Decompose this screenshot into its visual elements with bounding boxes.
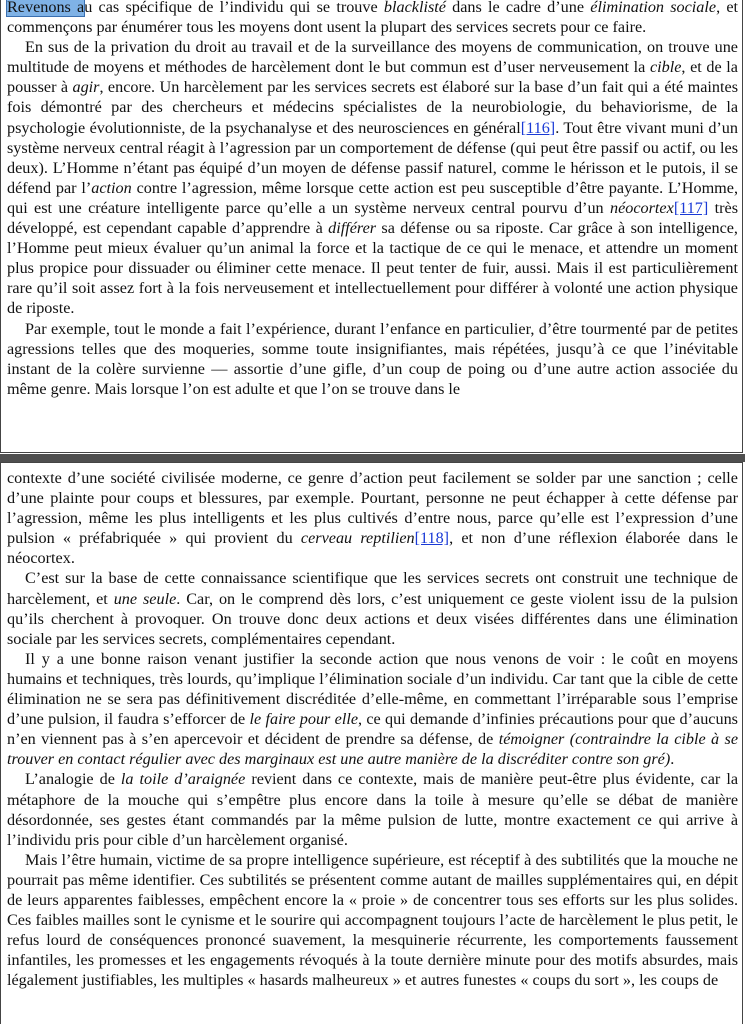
paragraph bbox=[7, 568, 738, 648]
footnote-link-118[interactable]: [118] bbox=[414, 529, 450, 548]
italic-text: témoigner (contraindre la cible à se trouver en contact régulier avec des marginaux est une autre manière de la discréditer contre son gré) bbox=[7, 730, 738, 769]
italic-text: blacklisté bbox=[383, 0, 446, 16]
page-2-text bbox=[1, 468, 742, 990]
paragraph bbox=[7, 37, 738, 318]
text-run: . Car, on le comprend dès lors, c’est uniquement ce geste violent issu de la pulsion qu’ils cherchent à provoquer. On trouve donc deux actions et deux visées différentes dans une élimination sociale par les services secrets, complémentaires cependant. bbox=[7, 589, 738, 648]
text-run: sa défense ou sa riposte. Car grâce à son intelligence, l’Homme peut mieux évaluer qu’un animal la force et la tactique de ce qui le menace, et attendre un moment plus propice pour dissuader ou éliminer cette menace. Il peut tenter de fuir, aussi. Mais il est particulièrement rare qu’il soit assez fort à la fois nerveusement et intellectuellement pour différer à volonté une action physique de riposte. bbox=[7, 219, 738, 318]
italic-text: action bbox=[91, 178, 132, 197]
text-run: Mais l’être humain, victime de sa propre intelligence supérieure, est réceptif à des subtilités que la mouche ne pourrait pas même identifier. Ces subtilités se présentent comme autant de mailles supplémentaires qui, en dépit de leurs apparentes faiblesses, empêchent encore la « proie » de concentrer tous ses efforts sur les plus solides. Ces faibles mailles sont le cynisme et le sourire qui accompagnent toujours l’acte de harcèlement le plus petit, le refus lourd de conséquences prononcé suavement, la mesquinerie récurrente, les comportements faussement infantiles, les promesses et les engagements révoqués à la toute dernière minute pour des motifs absurdes, mais légalement justifiables, les multiples « hasards malheureux » et autres funestes « coups du sort », les coups de bbox=[7, 850, 738, 990]
paragraph bbox=[7, 468, 738, 568]
paragraph bbox=[7, 769, 738, 849]
italic-text: élimination sociale bbox=[590, 0, 717, 16]
text-run: très développé, est cependant capable d’apprendre à bbox=[7, 198, 738, 238]
italic-text: différer bbox=[328, 219, 377, 238]
italic-text: une seule bbox=[113, 589, 177, 608]
paragraph bbox=[7, 850, 738, 991]
text-run: L’analogie de bbox=[25, 770, 121, 789]
page-1-text bbox=[1, 0, 742, 399]
text-run: , ce qui demande d’infinies précautions pour que d’aucuns n’en viennent pas à s’en apercevoir et décident de prendre sa défense, de bbox=[7, 710, 738, 749]
text-run: contre l’agression, même lorsque cette action est peu susceptible d’être payante. L’Homme, qui est une créature intelligente parce qu’elle a un système nerveux central pourvu d’un bbox=[7, 178, 738, 217]
text-run: , encore. Un harcèlement par les services secrets est élaboré sur la base d’un fait qui a été maintes fois démontré par des chercheurs et médecins spécialistes de la neurobiologie, du behaviorisme, de la psychologie évolutionniste, de la psychanalyse et des neurosciences en général bbox=[7, 78, 739, 137]
italic-text: néocortex bbox=[609, 198, 674, 217]
text-run: . bbox=[670, 750, 675, 769]
text-run: , et commençons par énumérer tous les moyens dont usent la plupart des services secrets pour ce faire. bbox=[7, 0, 739, 37]
text-run: C’est sur la base de cette connaissance scientifique que les services secrets ont construit une technique de harcèlement, et bbox=[7, 569, 738, 608]
italic-text: cible bbox=[649, 58, 682, 77]
italic-text: agir bbox=[72, 78, 100, 97]
text-run: dans le cadre d’une bbox=[445, 0, 591, 16]
footnote-link-117[interactable]: [117] bbox=[673, 198, 709, 217]
text-run: En sus de la privation du droit au travail et de la surveillance des moyens de communication, on trouve une multitude de moyens et méthodes de harcèlement dont le but commun est d’user nerveusement la bbox=[7, 38, 738, 77]
italic-text: cerveau reptilien bbox=[300, 529, 415, 548]
italic-text: la toile d’araignée bbox=[120, 770, 246, 789]
paragraph bbox=[7, 649, 738, 770]
italic-text: le faire pour elle bbox=[249, 710, 358, 729]
text-run: revient dans ce contexte, mais de manière peut-être plus évidente, car la métaphore de la mouche qui s’empêtre plus encore dans la toile à mesure qu’elle se débat de manière désordonnée, ses gestes étant commandés par la même pulsion de lutte, montre exactement ce qui arrive à l’individu pris pour cible d’un harcèlement organisé. bbox=[7, 770, 738, 849]
text-run: , et de la pousser à bbox=[7, 58, 738, 97]
footnote-link-116[interactable]: [116] bbox=[520, 118, 556, 137]
text-run: Par exemple, tout le monde a fait l’expérience, durant l’enfance en particulier, d’être tourmenté par de petites agressions telles que des moqueries, somme toute insignifiantes, mais répétées, jusqu’à ce que l’inévitable instant de la colère survienne — assortie d’une gifle, d’un coup de poing ou d’une autre action associée du même genre. Mais lorsque l’on est adulte et que l’on se trouve dans le bbox=[7, 319, 738, 398]
text-run: u cas spécifique de l’individu qui se trouve bbox=[84, 0, 384, 16]
page-2 bbox=[0, 462, 743, 1024]
text-run: contexte d’une société civilisée moderne, ce genre d’action peut facilement se solder par une sanction ; celle d’une plainte pour coups et blessures, par exemple. Pourtant, personne ne peut échapper à cette défense par l’agression, même les plus intelligents et les plus cultivés d’entre nous, parce qu’elle est l’expression d’une pulsion « préfabriquée » qui provient du bbox=[7, 469, 738, 548]
paragraph bbox=[7, 0, 738, 37]
text-run: Il y a une bonne raison venant justifier la seconde action que nous venons de voir : le coût en moyens humains et techniques, très lourds, qu’implique l’élimination sociale d’un individu. Car tant que la cible de cette élimination ne se sera pas définitivement discréditée d’elle-même, en commettant l’irréparable sous l’emprise d’une pulsion, il faudra s’efforcer de bbox=[7, 649, 738, 729]
page-1 bbox=[0, 0, 743, 453]
paragraph bbox=[7, 319, 738, 399]
selected-text[interactable]: Revenons a bbox=[7, 0, 85, 16]
page-separator bbox=[0, 454, 745, 462]
text-run: . Tout être vivant muni d’un système nerveux central réagit à l’agression par un comportement de défense (qui peut être passif ou actif, ou les deux). L’Homme n’étant pas équipé d’un moyen de défense passif naturel, comme le hérisson et le putois, il se défend par l’ bbox=[7, 118, 738, 197]
text-run: , et non d’une réflexion élaborée dans le néocortex. bbox=[7, 529, 738, 568]
